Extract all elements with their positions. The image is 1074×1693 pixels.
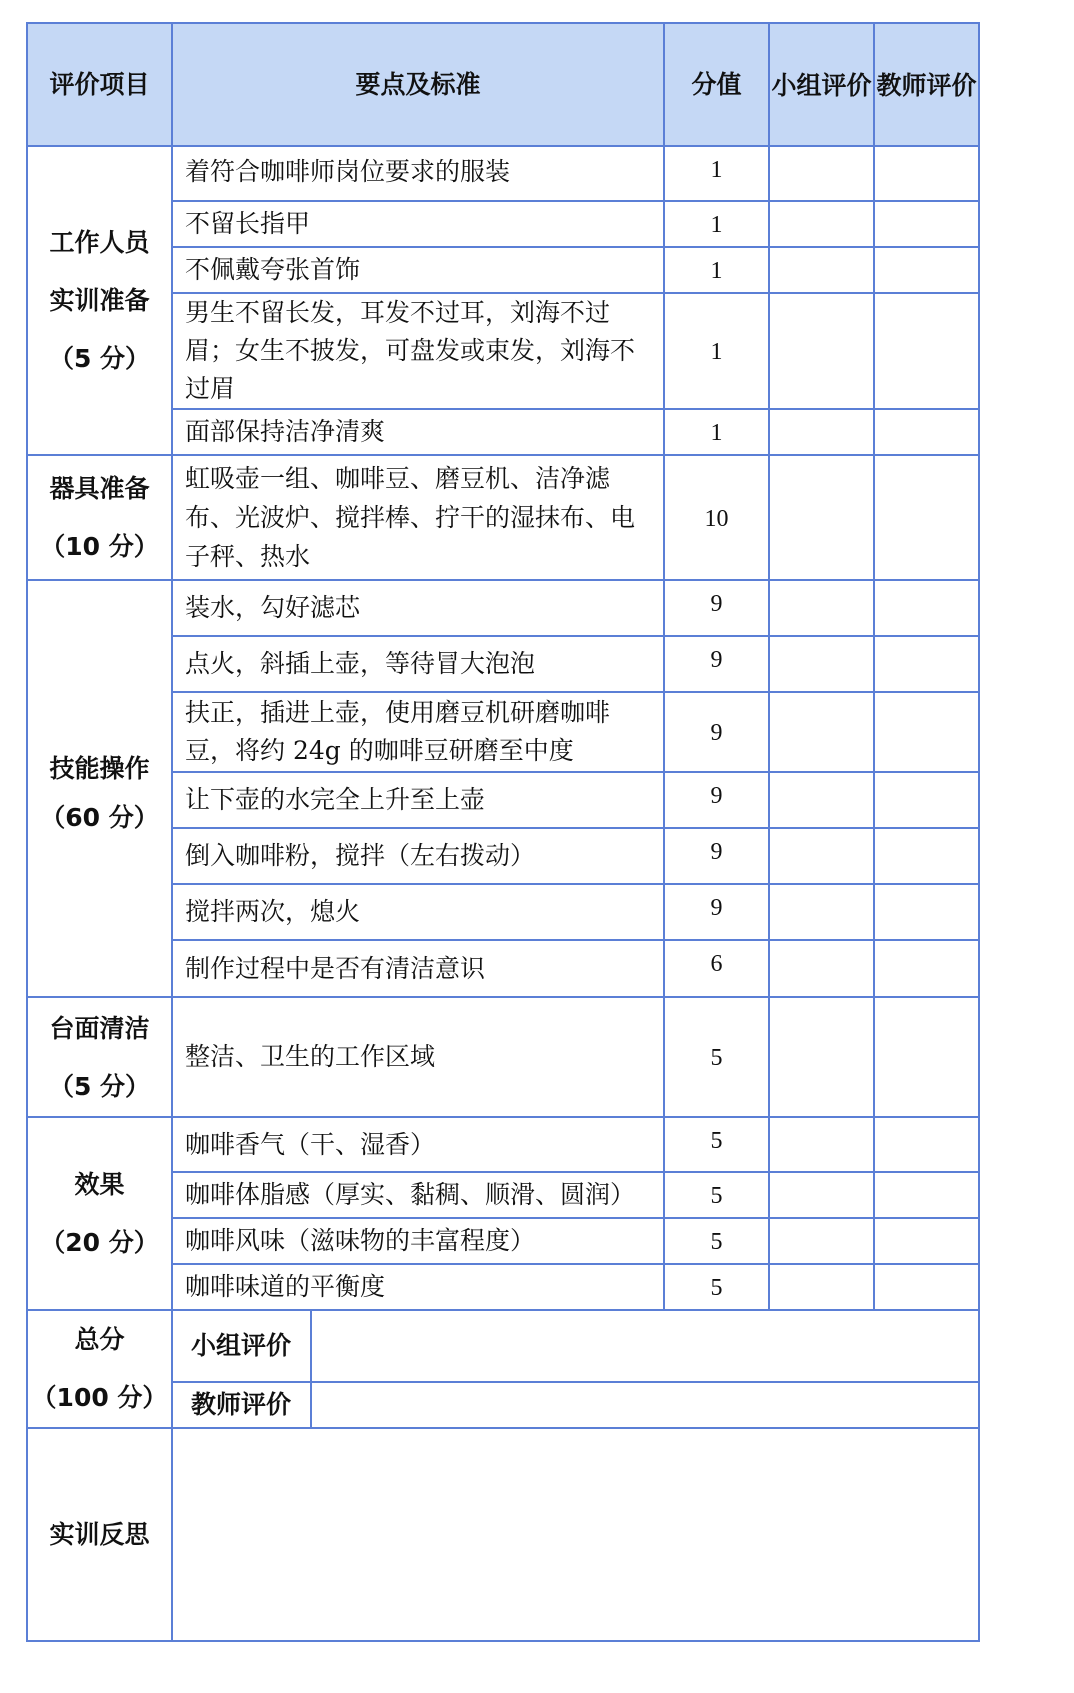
header-item: 评价项目 bbox=[27, 23, 172, 146]
score-cell: 1 bbox=[664, 293, 769, 409]
score-cell: 5 bbox=[664, 1218, 769, 1264]
category-counter-cleaning: 台面清洁 （5 分） bbox=[27, 997, 172, 1117]
group-eval-cell[interactable] bbox=[769, 146, 874, 201]
group-eval-cell[interactable] bbox=[769, 409, 874, 455]
score-cell: 9 bbox=[664, 636, 769, 692]
criteria-cell: 不佩戴夸张首饰 bbox=[172, 247, 664, 293]
criteria-cell: 不留长指甲 bbox=[172, 201, 664, 247]
criteria-cell: 整洁、卫生的工作区域 bbox=[172, 997, 664, 1117]
score-cell: 6 bbox=[664, 940, 769, 997]
criteria-cell: 装水，勾好滤芯 bbox=[172, 580, 664, 636]
teacher-eval-cell[interactable] bbox=[874, 828, 979, 884]
group-eval-cell[interactable] bbox=[769, 940, 874, 997]
group-eval-cell[interactable] bbox=[769, 636, 874, 692]
category-total: 总分 （100 分） bbox=[27, 1310, 172, 1428]
header-teacher-eval: 教师评价 bbox=[874, 23, 979, 146]
group-eval-cell[interactable] bbox=[769, 828, 874, 884]
group-eval-cell[interactable] bbox=[769, 1172, 874, 1218]
teacher-eval-cell[interactable] bbox=[874, 1172, 979, 1218]
total-group-label: 小组评价 bbox=[172, 1310, 311, 1382]
evaluation-table bbox=[26, 22, 980, 1642]
criteria-cell: 搅拌两次，熄火 bbox=[172, 884, 664, 940]
teacher-eval-cell[interactable] bbox=[874, 455, 979, 580]
reflection-area[interactable] bbox=[172, 1428, 979, 1641]
category-skill-operation: 技能操作 （60 分） bbox=[27, 580, 172, 997]
group-eval-cell[interactable] bbox=[769, 247, 874, 293]
category-staff-prep: 工作人员 实训准备 （5 分） bbox=[27, 146, 172, 455]
reflection-label: 实训反思 bbox=[27, 1428, 172, 1641]
criteria-cell: 点火，斜插上壶，等待冒大泡泡 bbox=[172, 636, 664, 692]
criteria-cell: 咖啡风味（滋味物的丰富程度） bbox=[172, 1218, 664, 1264]
score-cell: 1 bbox=[664, 247, 769, 293]
group-eval-cell[interactable] bbox=[769, 201, 874, 247]
group-eval-cell[interactable] bbox=[769, 455, 874, 580]
score-cell: 5 bbox=[664, 1117, 769, 1172]
teacher-eval-cell[interactable] bbox=[874, 580, 979, 636]
total-group-value[interactable] bbox=[311, 1310, 979, 1382]
score-cell: 9 bbox=[664, 580, 769, 636]
group-eval-cell[interactable] bbox=[769, 293, 874, 409]
teacher-eval-cell[interactable] bbox=[874, 884, 979, 940]
group-eval-cell[interactable] bbox=[769, 692, 874, 772]
criteria-cell: 男生不留长发，耳发不过耳，刘海不过眉；女生不披发，可盘发或束发，刘海不过眉 bbox=[172, 293, 664, 409]
teacher-eval-cell[interactable] bbox=[874, 692, 979, 772]
group-eval-cell[interactable] bbox=[769, 772, 874, 828]
teacher-eval-cell[interactable] bbox=[874, 293, 979, 409]
teacher-eval-cell[interactable] bbox=[874, 409, 979, 455]
total-teacher-value[interactable] bbox=[311, 1382, 979, 1428]
teacher-eval-cell[interactable] bbox=[874, 772, 979, 828]
score-cell: 1 bbox=[664, 409, 769, 455]
criteria-cell: 虹吸壶一组、咖啡豆、磨豆机、洁净滤布、光波炉、搅拌棒、拧干的湿抹布、电子秤、热水 bbox=[172, 455, 664, 580]
score-cell: 10 bbox=[664, 455, 769, 580]
header-score: 分值 bbox=[664, 23, 769, 146]
teacher-eval-cell[interactable] bbox=[874, 1117, 979, 1172]
score-cell: 9 bbox=[664, 692, 769, 772]
teacher-eval-cell[interactable] bbox=[874, 247, 979, 293]
group-eval-cell[interactable] bbox=[769, 1264, 874, 1310]
group-eval-cell[interactable] bbox=[769, 884, 874, 940]
criteria-cell: 倒入咖啡粉，搅拌（左右拨动） bbox=[172, 828, 664, 884]
teacher-eval-cell[interactable] bbox=[874, 201, 979, 247]
score-cell: 1 bbox=[664, 146, 769, 201]
criteria-cell: 着符合咖啡师岗位要求的服装 bbox=[172, 146, 664, 201]
group-eval-cell[interactable] bbox=[769, 1218, 874, 1264]
score-cell: 5 bbox=[664, 1264, 769, 1310]
criteria-cell: 咖啡味道的平衡度 bbox=[172, 1264, 664, 1310]
header-criteria: 要点及标准 bbox=[172, 23, 664, 146]
group-eval-cell[interactable] bbox=[769, 580, 874, 636]
teacher-eval-cell[interactable] bbox=[874, 940, 979, 997]
criteria-cell: 咖啡香气（干、湿香） bbox=[172, 1117, 664, 1172]
criteria-cell: 扶正，插进上壶，使用磨豆机研磨咖啡豆，将约 24g 的咖啡豆研磨至中度 bbox=[172, 692, 664, 772]
total-teacher-label: 教师评价 bbox=[172, 1382, 311, 1428]
score-cell: 9 bbox=[664, 884, 769, 940]
score-cell: 5 bbox=[664, 1172, 769, 1218]
teacher-eval-cell[interactable] bbox=[874, 1218, 979, 1264]
criteria-cell: 制作过程中是否有清洁意识 bbox=[172, 940, 664, 997]
criteria-cell: 咖啡体脂感（厚实、黏稠、顺滑、圆润） bbox=[172, 1172, 664, 1218]
teacher-eval-cell[interactable] bbox=[874, 1264, 979, 1310]
group-eval-cell[interactable] bbox=[769, 997, 874, 1117]
criteria-cell: 让下壶的水完全上升至上壶 bbox=[172, 772, 664, 828]
teacher-eval-cell[interactable] bbox=[874, 636, 979, 692]
score-cell: 1 bbox=[664, 201, 769, 247]
group-eval-cell[interactable] bbox=[769, 1117, 874, 1172]
teacher-eval-cell[interactable] bbox=[874, 146, 979, 201]
category-equipment-prep: 器具准备 （10 分） bbox=[27, 455, 172, 580]
teacher-eval-cell[interactable] bbox=[874, 997, 979, 1117]
score-cell: 9 bbox=[664, 828, 769, 884]
score-cell: 9 bbox=[664, 772, 769, 828]
criteria-cell: 面部保持洁净清爽 bbox=[172, 409, 664, 455]
header-group-eval: 小组评价 bbox=[769, 23, 874, 146]
score-cell: 5 bbox=[664, 997, 769, 1117]
category-effect: 效果 （20 分） bbox=[27, 1117, 172, 1310]
